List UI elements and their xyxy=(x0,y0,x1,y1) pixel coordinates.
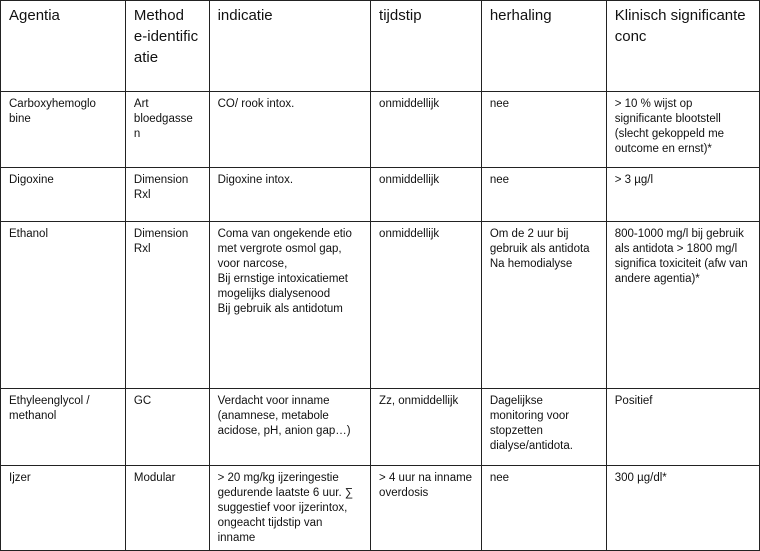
header-klinisch-conc: Klinisch significante conc xyxy=(606,1,759,92)
cell-method: GC xyxy=(125,389,209,466)
cell-tijdstip: onmiddellijk xyxy=(371,222,482,389)
cell-agentia: Ethanol xyxy=(1,222,126,389)
table-row xyxy=(1,389,760,466)
cell-tijdstip: > 4 uur na inname overdosis xyxy=(371,466,482,551)
cell-method: Art bloedgasse n xyxy=(125,92,209,168)
table-row xyxy=(1,168,760,222)
cell-agentia: Ijzer xyxy=(1,466,126,551)
header-agentia: Agentia xyxy=(1,1,126,92)
table-row xyxy=(1,466,760,551)
cell-klinisch-conc: > 3 µg/l xyxy=(606,168,759,222)
cell-klinisch-conc: > 10 % wijst op significante blootstell (slecht gekoppeld me outcome en ernst)* xyxy=(606,92,759,168)
cell-klinisch-conc: 300 µg/dl* xyxy=(606,466,759,551)
cell-herhaling: Om de 2 uur bij gebruik als antidota Na hemodialyse xyxy=(481,222,606,389)
cell-indicatie: Digoxine intox. xyxy=(209,168,370,222)
header-herhaling: herhaling xyxy=(481,1,606,92)
cell-indicatie: > 20 mg/kg ijzeringestie gedurende laatste 6 uur. ∑ suggestief voor ijzerintox, ongeacht tijdstip van inname xyxy=(209,466,370,551)
cell-agentia: Carboxyhemoglo bine xyxy=(1,92,126,168)
cell-indicatie: CO/ rook intox. xyxy=(209,92,370,168)
cell-klinisch-conc: Positief xyxy=(606,389,759,466)
table-header-row xyxy=(1,1,760,92)
table-row xyxy=(1,222,760,389)
cell-klinisch-conc: 800-1000 mg/l bij gebruik als antidota > 1800 mg/l significa toxiciteit (afw van andere agentia)* xyxy=(606,222,759,389)
cell-method: Dimension Rxl xyxy=(125,168,209,222)
cell-tijdstip: onmiddellijk xyxy=(371,92,482,168)
cell-herhaling: nee xyxy=(481,466,606,551)
cell-agentia: Ethyleenglycol / methanol xyxy=(1,389,126,466)
cell-method: Modular xyxy=(125,466,209,551)
header-indicatie: indicatie xyxy=(209,1,370,92)
cell-tijdstip: onmiddellijk xyxy=(371,168,482,222)
cell-indicatie: Verdacht voor inname (anamnese, metabole acidose, pH, anion gap…) xyxy=(209,389,370,466)
cell-herhaling: nee xyxy=(481,92,606,168)
header-method: Method e-identific atie xyxy=(125,1,209,92)
cell-method: Dimension Rxl xyxy=(125,222,209,389)
cell-agentia: Digoxine xyxy=(1,168,126,222)
cell-indicatie: Coma van ongekende etio met vergrote osmol gap, voor narcose, Bij ernstige intoxicatiemet mogelijks dialysenood Bij gebruik als antidotum xyxy=(209,222,370,389)
header-tijdstip: tijdstip xyxy=(371,1,482,92)
table-row xyxy=(1,92,760,168)
cell-herhaling: Dagelijkse monitoring voor stopzetten dialyse/antidota. xyxy=(481,389,606,466)
cell-tijdstip: Zz, onmiddellijk xyxy=(371,389,482,466)
cell-herhaling: nee xyxy=(481,168,606,222)
